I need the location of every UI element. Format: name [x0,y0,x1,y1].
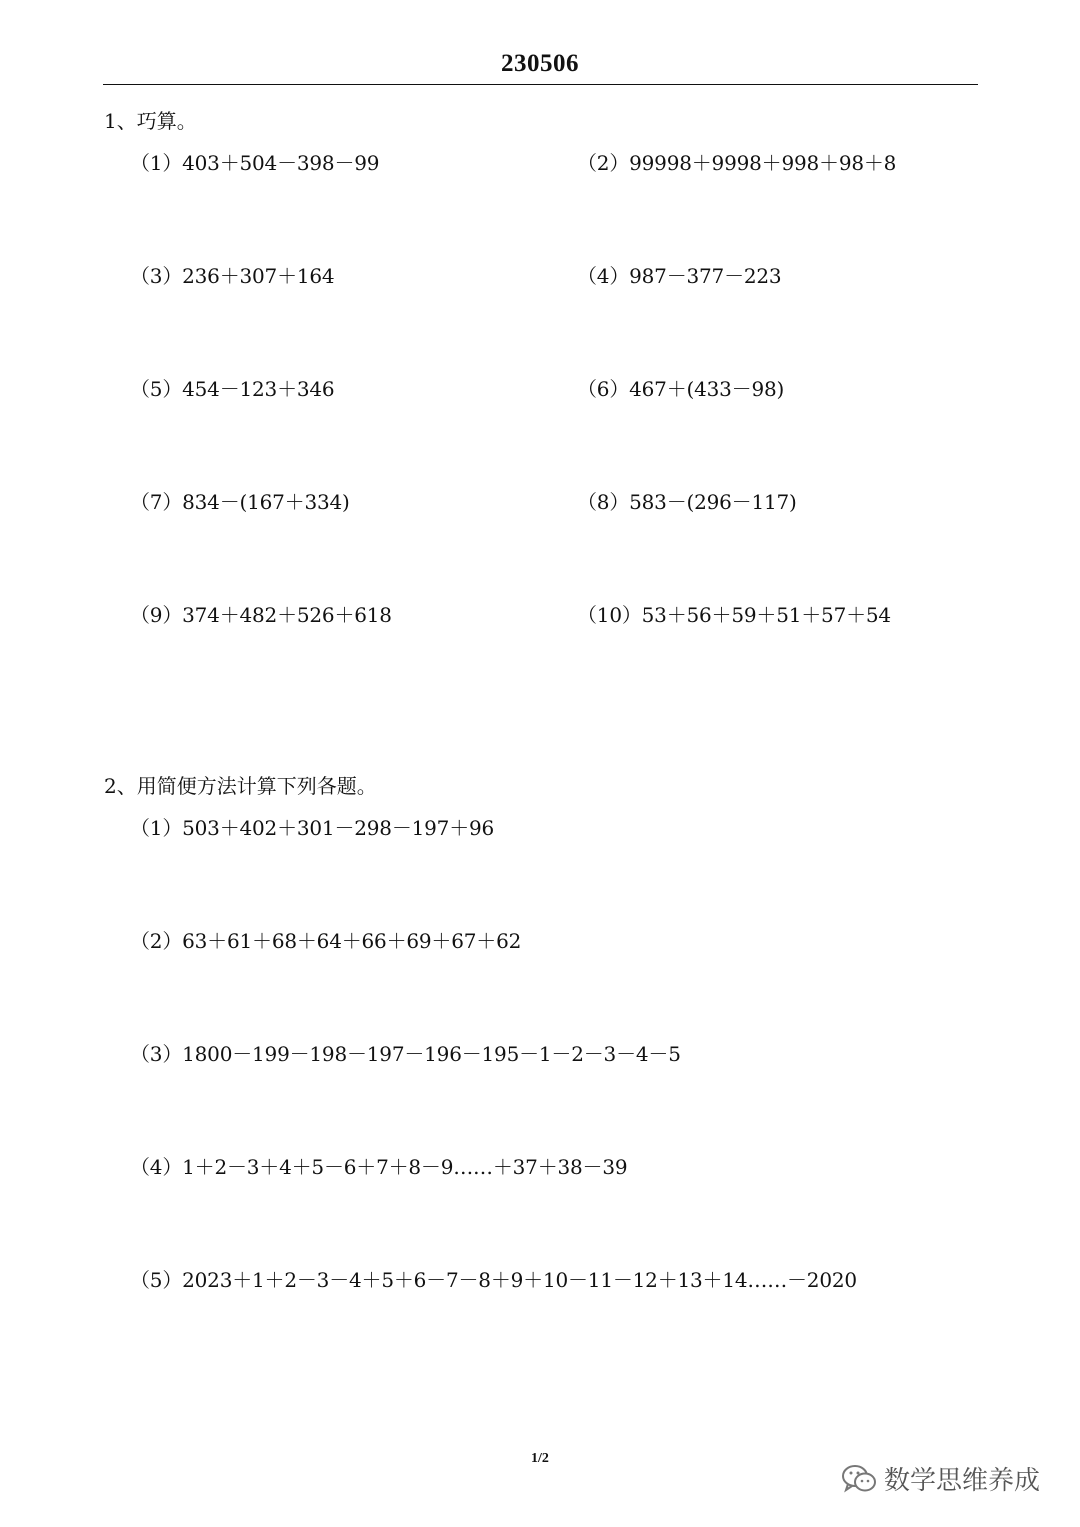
problem-expression: 454－123＋346 [182,377,335,401]
problem-expression: 374＋482＋526＋618 [182,603,392,627]
problem-label: （9） [130,603,183,627]
problem-expression: 63＋61＋68＋64＋66＋69＋67＋62 [182,929,522,953]
problem-label: （2） [577,151,630,175]
problem-1-1 [130,147,379,176]
problem-1-3 [130,260,334,289]
problem-expression: 403＋504－398－99 [182,151,380,175]
problem-2-3 [130,1038,681,1067]
problem-expression: 834－(167＋334) [182,490,350,514]
problem-1-7 [130,486,350,515]
problem-label: （6） [577,377,630,401]
problem-1-8 [577,486,797,515]
problem-1-6 [577,373,784,402]
problem-expression: 1＋2－3＋4＋5－6＋7＋8－9……＋37＋38－39 [182,1155,628,1179]
problem-1-10 [577,599,891,628]
problem-expression: 467＋(433－98) [629,377,785,401]
problem-label: （5） [130,1268,183,1292]
problem-label: （8） [577,490,630,514]
watermark-text: 数学思维养成 [884,1466,1041,1496]
problem-label: （1） [130,816,183,840]
problem-label: （1） [130,151,183,175]
problem-label: （3） [130,1042,183,1066]
problem-2-2 [130,925,521,954]
page-number: 1/2 [531,1451,549,1466]
problem-1-9 [130,599,392,628]
problem-expression: 987－377－223 [629,264,782,288]
problem-expression: 236＋307＋164 [182,264,335,288]
problem-label: （5） [130,377,183,401]
problem-label: （10） [577,603,642,627]
problem-label: （2） [130,929,183,953]
problem-1-5 [130,373,334,402]
problem-2-1 [130,812,494,841]
wechat-icon [840,1462,880,1496]
problem-expression: 503＋402＋301－298－197＋96 [182,816,495,840]
watermark [840,1460,1040,1497]
page-title: 230506 [501,50,579,77]
problem-2-4 [130,1151,627,1180]
problem-expression: 99998＋9998＋998＋98＋8 [629,151,897,175]
problem-1-2 [577,147,896,176]
problem-label: （4） [577,264,630,288]
section-1-heading: 1、巧算。 [104,109,197,133]
problem-expression: 1800－199－198－197－196－195－1－2－3－4－5 [182,1042,681,1066]
problem-label: （3） [130,264,183,288]
problem-2-5 [130,1264,857,1293]
problem-label: （4） [130,1155,183,1179]
title-underline [103,84,978,85]
problem-expression: 583－(296－117) [629,490,797,514]
problem-expression: 2023＋1＋2－3－4＋5＋6－7－8＋9＋10－11－12＋13＋14……－2020 [182,1268,857,1292]
problem-label: （7） [130,490,183,514]
section-2-heading: 2、用简便方法计算下列各题。 [104,774,377,798]
problem-1-4 [577,260,781,289]
problem-expression: 53＋56＋59＋51＋57＋54 [641,603,891,627]
